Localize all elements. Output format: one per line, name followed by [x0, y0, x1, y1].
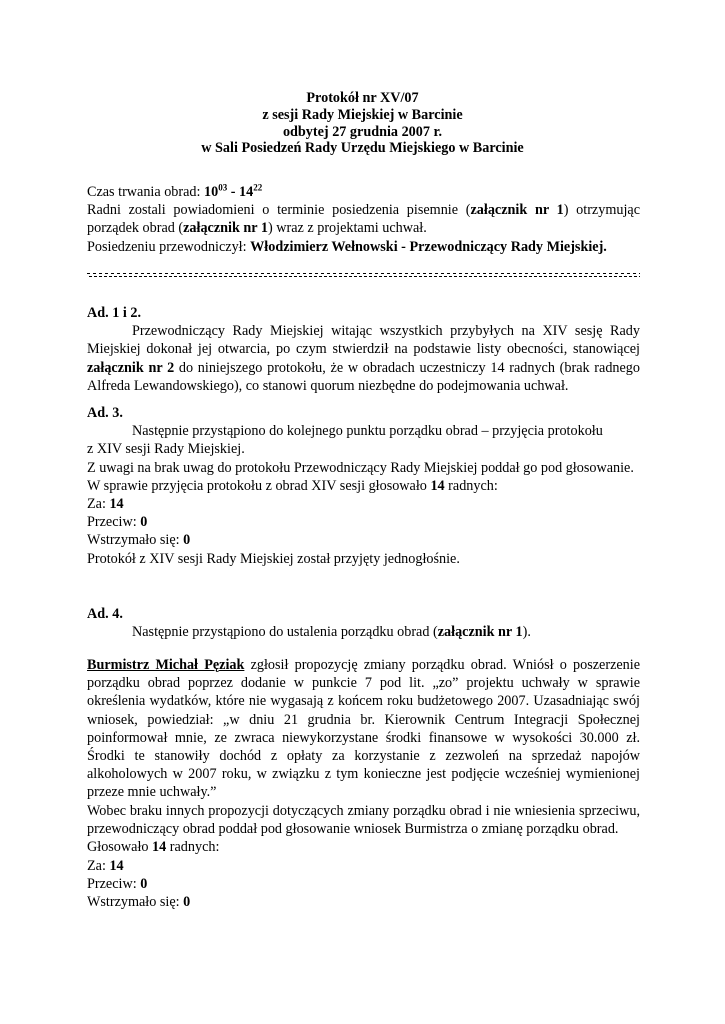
ad-3-paragraph-2: Z uwagi na brak uwag do protokołu Przewodniczący Rady Miejskiej poddał go pod głosowanie.: [87, 459, 634, 476]
chair-line: Posiedzeniu przewodniczył: Włodzimierz Wełnowski - Przewodniczący Rady Miejskiej.: [87, 238, 607, 255]
speaker-name: Burmistrz Michał Pęziak: [87, 657, 245, 673]
document-title: [0, 90, 725, 157]
section-ad-1-2: [87, 304, 640, 395]
ad-3-vote-intro: W sprawie przyjęcia protokołu z obrad XIV sesji głosowało 14 radnych:: [87, 477, 498, 494]
section-ad-4-vote: [87, 802, 640, 911]
notification-paragraph: Radni zostali powiadomieni o terminie posiedzenia pisemnie (załącznik nr 1) otrzymując porządek obrad (załącznik nr 1) wraz z projektami uchwał.: [87, 202, 640, 237]
intro-section: [87, 183, 640, 256]
heading-ad-1-2: Ad. 1 i 2.: [87, 305, 141, 321]
ad-4-paragraph-3: Wobec braku innych propozycji dotyczących zmiany porządku obrad i nie wniesienia sprzeciwu, przewodniczący obrad poddał pod głosowanie wniosek Burmistrza o zmianę porządku obrad.: [87, 803, 640, 838]
ad-4-vote-za: Za: 14: [87, 857, 124, 874]
separator-line: [87, 273, 640, 281]
title-line-2: z sesji Rady Miejskiej w Barcinie: [262, 106, 463, 123]
section-ad-3: [87, 404, 640, 568]
ad-4-paragraph-1: Następnie przystąpiono do ustalenia porządku obrad (załącznik nr 1).: [132, 624, 531, 641]
duration-line: Czas trwania obrad: $10^{03} - 14^{22}$: [87, 182, 263, 200]
ad-1-2-paragraph: Przewodniczący Rady Miejskiej witając wszystkich przybyłych na XIV sesję Rady Miejskiej dokonał jej otwarcia, po czym stwierdził na podstawie listy obecności, stanowiącej załącznik nr 2 do niniejszego protokołu, że w obradach uczestniczy 14 radnych (brak radnego Alfreda Lewandowskiego), co stanowi quorum niezbędne do podejmowania uchwał.: [87, 323, 640, 394]
ad-3-result: Protokół z XIV sesji Rady Miejskiej został przyjęty jednogłośnie.: [87, 550, 460, 567]
heading-ad-3: Ad. 3.: [87, 405, 123, 421]
ad-4-vote-wstrzymalo: Wstrzymało się: 0: [87, 894, 191, 911]
mayor-proposal-paragraph: Burmistrz Michał Pęziak zgłosił propozycję zmiany porządku obrad. Wniósł o poszerzenie porządku obrad poprzez dodanie w punkcie 7 pod lit. „zo” projektu uchwały w sprawie określenia wydatków, które nie wygasają z końcem roku budżetowego 2007. Uzasadniając swój wniosek, powiedział: „w dniu 21 grudnia br. Kierownik Centrum Integracji Społecznej poinformował mnie, ze zwraca niewykorzystane środki finansowe w wysokości 30.000 zł. Środki te stanowiły dochód z opłaty za korzystanie z zezwoleń na sprzedaż napojów alkoholowych w 2007 roku, w związku z tym konieczne jest podjęcie wcześniej wymienionej przeze mnie uchwały.”: [87, 657, 640, 801]
ad-3-vote-za: Za: 14: [87, 496, 124, 513]
ad-3-vote-przeciw: Przeciw: 0: [87, 514, 148, 531]
heading-ad-4: Ad. 4.: [87, 606, 123, 622]
title-line-1: Protokół nr XV/07: [306, 90, 419, 106]
section-ad-4: [87, 605, 640, 641]
title-line-3: odbytej 27 grudnia 2007 r.: [282, 123, 443, 140]
ad-4-vote-przeciw: Przeciw: 0: [87, 875, 148, 892]
title-line-4: w Sali Posiedzeń Rady Urzędu Miejskiego w Barcinie: [201, 140, 524, 157]
ad-3-vote-wstrzymalo: Wstrzymało się: 0: [87, 532, 191, 549]
ad-3-paragraph-1: Następnie przystąpiono do kolejnego punktu porządku obrad – przyjęcia protokołu z XIV sesji Rady Miejskiej.: [87, 423, 603, 458]
ad-4-vote-intro: Głosowało 14 radnych:: [87, 839, 220, 856]
